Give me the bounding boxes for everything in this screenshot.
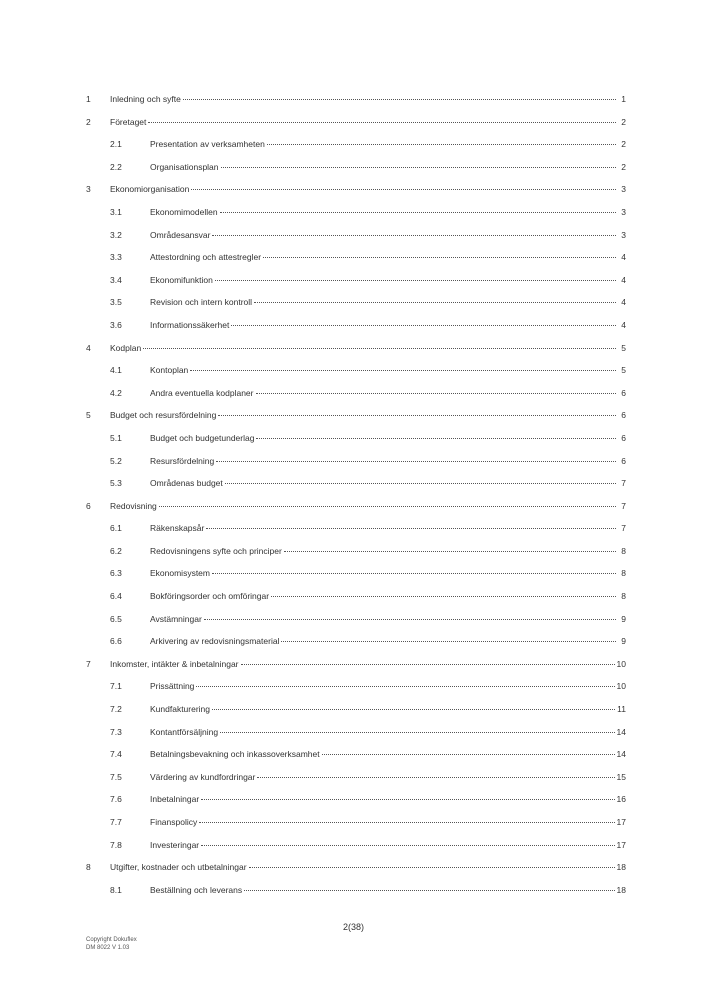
toc-dot-leader <box>196 686 614 687</box>
toc-dot-leader <box>206 528 616 529</box>
toc-entry-page: 14 <box>616 749 626 760</box>
toc-entry[interactable] <box>86 856 626 879</box>
toc-dot-leader <box>159 506 616 507</box>
toc-entry-page: 2 <box>621 139 626 150</box>
toc-entry[interactable] <box>86 653 626 676</box>
toc-entry-number: 6.5 <box>110 613 122 624</box>
toc-dot-leader <box>220 732 614 733</box>
toc-entry[interactable] <box>86 404 626 427</box>
toc-entry-page: 7 <box>621 523 626 534</box>
toc-entry[interactable] <box>86 314 626 337</box>
toc-dot-leader <box>143 348 616 349</box>
toc-dot-leader <box>216 461 616 462</box>
toc-entry-title: Ekonomisystem <box>150 568 210 579</box>
toc-entry[interactable] <box>86 675 626 698</box>
toc-dot-leader <box>218 415 616 416</box>
toc-entry-page: 6 <box>621 455 626 466</box>
toc-entry-title: Betalningsbevakning och inkassoverksamhet <box>150 749 320 760</box>
toc-entry-title: Ekonomifunktion <box>150 274 213 285</box>
toc-entry-number: 7 <box>86 658 91 669</box>
toc-entry[interactable] <box>86 337 626 360</box>
toc-entry-page: 8 <box>621 568 626 579</box>
toc-entry[interactable] <box>86 450 626 473</box>
toc-entry-title: Revision och intern kontroll <box>150 297 253 308</box>
toc-entry-page: 18 <box>616 862 626 873</box>
toc-entry-number: 7.2 <box>110 704 122 715</box>
toc-entry[interactable] <box>86 156 626 179</box>
toc-entry-page: 3 <box>621 184 626 195</box>
toc-entry-title: Budget och resursfördelning <box>110 410 217 421</box>
toc-entry-page: 18 <box>616 884 626 895</box>
toc-entry-number: 7.8 <box>110 839 122 850</box>
toc-entry-page: 14 <box>616 726 626 737</box>
toc-entry-number: 6.4 <box>110 591 122 602</box>
toc-entry[interactable] <box>86 269 626 292</box>
toc-entry-page: 17 <box>616 839 626 850</box>
toc-entry-title: Räkenskapsår <box>150 523 205 534</box>
toc-entry-page: 8 <box>621 591 626 602</box>
toc-entry-title: Värdering av kundfordringar <box>150 771 256 782</box>
toc-dot-leader <box>267 144 616 145</box>
toc-entry-number: 7.7 <box>110 817 122 827</box>
toc-entry-page: 9 <box>621 613 626 624</box>
toc-entry-title: Resursfördelning <box>150 455 215 466</box>
toc-entry-title: Ekonomimodellen <box>150 206 218 217</box>
toc-entry[interactable] <box>86 811 626 834</box>
toc-entry-number: 5.2 <box>110 455 122 466</box>
toc-entry[interactable] <box>86 472 626 495</box>
toc-entry-title: Arkivering av redovisningsmaterial <box>150 636 280 647</box>
toc-entry-title: Ekonomiorganisation <box>110 184 190 195</box>
toc-entry-title: Informationssäkerhet <box>150 319 230 330</box>
toc-entry-title: Företaget <box>110 116 147 127</box>
table-of-contents <box>86 88 626 901</box>
toc-entry[interactable] <box>86 224 626 247</box>
toc-dot-leader <box>257 777 614 778</box>
toc-entry-page: 6 <box>621 387 626 398</box>
toc-dot-leader <box>271 596 616 597</box>
toc-entry-title: Redovisningens syfte och principer <box>150 545 282 556</box>
toc-entry-title: Inbetalningar <box>150 794 200 805</box>
toc-entry-title: Presentation av verksamheten <box>150 139 265 150</box>
footer-copyright: Copyright Dokuflex <box>86 937 137 943</box>
toc-entry-page: 11 <box>617 704 626 715</box>
toc-entry-page: 17 <box>616 817 626 827</box>
toc-entry-page: 7 <box>621 478 626 489</box>
toc-entry-number: 7.6 <box>110 794 122 805</box>
toc-dot-leader <box>256 393 617 394</box>
toc-entry-number: 3.5 <box>110 297 122 308</box>
toc-entry-title: Utgifter, kostnader och utbetalningar <box>110 862 247 873</box>
toc-entry-title: Organisationsplan <box>150 161 219 172</box>
toc-entry-number: 2.1 <box>110 139 122 150</box>
toc-dot-leader <box>254 302 616 303</box>
toc-dot-leader <box>215 280 616 281</box>
toc-dot-leader <box>212 709 615 710</box>
toc-entry-number: 4 <box>86 342 91 353</box>
toc-entry-number: 8.1 <box>110 884 122 895</box>
toc-entry[interactable] <box>86 88 626 111</box>
toc-dot-leader <box>221 167 616 168</box>
toc-entry[interactable] <box>86 630 626 653</box>
toc-entry-page: 8 <box>621 545 626 556</box>
toc-entry-number: 7.5 <box>110 771 122 782</box>
toc-entry-number: 3.2 <box>110 229 122 240</box>
toc-entry-title: Redovisning <box>110 500 157 511</box>
toc-entry-number: 3.4 <box>110 274 122 285</box>
toc-entry[interactable] <box>86 540 626 563</box>
toc-dot-leader <box>199 822 614 823</box>
toc-entry-number: 6.2 <box>110 545 122 556</box>
toc-entry-number: 6 <box>86 500 91 511</box>
toc-entry-title: Avstämningar <box>150 613 202 624</box>
toc-entry-number: 7.4 <box>110 749 122 760</box>
toc-entry-title: Inkomster, intäkter & inbetalningar <box>110 658 239 669</box>
toc-entry[interactable] <box>86 427 626 450</box>
toc-entry[interactable] <box>86 743 626 766</box>
toc-entry-number: 2.2 <box>110 161 122 172</box>
toc-entry-title: Kundfakturering <box>150 704 211 715</box>
toc-entry-title: Investeringar <box>150 839 200 850</box>
toc-entry[interactable] <box>86 246 626 269</box>
toc-dot-leader <box>322 754 615 755</box>
toc-entry-title: Andra eventuella kodplaner <box>150 387 254 398</box>
toc-entry-title: Beställning och leverans <box>150 884 243 895</box>
toc-entry-title: Bokföringsorder och omföringar <box>150 591 270 602</box>
toc-dot-leader <box>225 483 616 484</box>
toc-entry-page: 7 <box>621 500 626 511</box>
toc-entry-number: 4.2 <box>110 387 122 398</box>
toc-entry-number: 5 <box>86 410 91 421</box>
toc-dot-leader <box>212 235 616 236</box>
toc-dot-leader <box>249 867 615 868</box>
page-number: 2(38) <box>342 922 364 932</box>
toc-dot-leader <box>201 799 614 800</box>
toc-entry[interactable] <box>86 698 626 721</box>
toc-entry[interactable] <box>86 111 626 134</box>
toc-entry-page: 2 <box>621 116 626 127</box>
toc-entry[interactable] <box>86 178 626 201</box>
toc-entry-number: 1 <box>86 94 91 104</box>
toc-entry-number: 7.3 <box>110 726 122 737</box>
toc-dot-leader <box>212 573 616 574</box>
toc-entry-number: 5.1 <box>110 432 122 443</box>
toc-dot-leader <box>204 619 616 620</box>
toc-entry-number: 3 <box>86 184 91 195</box>
toc-entry-page: 10 <box>616 658 626 669</box>
toc-entry[interactable] <box>86 291 626 314</box>
toc-entry[interactable] <box>86 834 626 857</box>
toc-entry-number: 7.1 <box>110 681 122 692</box>
toc-entry[interactable] <box>86 879 626 902</box>
footer <box>86 937 137 952</box>
toc-entry[interactable] <box>86 766 626 789</box>
toc-entry-title: Inledning och syfte <box>110 94 181 104</box>
toc-entry-title: Kodplan <box>110 342 142 353</box>
toc-entry-page: 16 <box>616 794 626 805</box>
toc-entry-title: Områdenas budget <box>150 478 223 489</box>
toc-entry-title: Budget och budgetunderlag <box>150 432 255 443</box>
footer-document-id: DM 8022 V 1.03 <box>86 944 130 951</box>
toc-entry-page: 3 <box>621 229 626 240</box>
toc-entry[interactable] <box>86 562 626 585</box>
toc-entry-page: 1 <box>621 94 626 104</box>
toc-entry-title: Prissättning <box>150 681 195 692</box>
toc-entry-page: 6 <box>621 410 626 421</box>
toc-entry-number: 6.6 <box>110 636 122 647</box>
toc-dot-leader <box>201 845 614 846</box>
toc-entry[interactable] <box>86 359 626 382</box>
toc-entry-page: 4 <box>621 319 626 330</box>
toc-dot-leader <box>244 890 614 891</box>
toc-entry-number: 2 <box>86 116 91 127</box>
toc-entry-page: 6 <box>621 432 626 443</box>
toc-dot-leader <box>220 212 616 213</box>
toc-dot-leader <box>241 664 615 665</box>
toc-entry-title: Kontoplan <box>150 365 189 376</box>
toc-entry[interactable] <box>86 721 626 744</box>
toc-dot-leader <box>281 641 616 642</box>
toc-entry[interactable] <box>86 517 626 540</box>
toc-entry-page: 4 <box>621 297 626 308</box>
toc-entry-title: Attestordning och attestregler <box>150 252 262 263</box>
toc-entry-page: 4 <box>621 252 626 263</box>
toc-entry[interactable] <box>86 608 626 631</box>
toc-entry-number: 3.6 <box>110 319 122 330</box>
toc-entry-title: Finanspolicy <box>150 817 198 827</box>
toc-dot-leader <box>231 325 616 326</box>
toc-entry[interactable] <box>86 585 626 608</box>
toc-entry-title: Områdesansvar <box>150 229 211 240</box>
toc-entry[interactable] <box>86 382 626 405</box>
toc-entry[interactable] <box>86 495 626 518</box>
toc-entry[interactable] <box>86 788 626 811</box>
toc-entry-page: 10 <box>616 681 626 692</box>
toc-entry-title: Kontantförsäljning <box>150 726 219 737</box>
toc-dot-leader <box>284 551 616 552</box>
toc-entry-page: 5 <box>621 365 626 376</box>
toc-entry-number: 6.3 <box>110 568 122 579</box>
toc-entry-number: 3.3 <box>110 252 122 263</box>
toc-entry[interactable] <box>86 201 626 224</box>
toc-dot-leader <box>148 122 616 123</box>
toc-dot-leader <box>263 257 616 258</box>
toc-entry-page: 2 <box>621 161 626 172</box>
toc-entry-number: 3.1 <box>110 206 122 217</box>
toc-dot-leader <box>191 189 616 190</box>
toc-dot-leader <box>183 99 616 100</box>
toc-entry-page: 15 <box>616 771 626 782</box>
toc-entry-number: 5.3 <box>110 478 122 489</box>
toc-entry-number: 6.1 <box>110 523 122 534</box>
toc-entry-page: 5 <box>621 342 626 353</box>
toc-entry-page: 9 <box>621 636 626 647</box>
toc-entry-number: 4.1 <box>110 365 122 376</box>
toc-entry-page: 4 <box>621 274 626 285</box>
toc-entry[interactable] <box>86 133 626 156</box>
toc-entry-number: 8 <box>86 862 91 873</box>
toc-dot-leader <box>256 438 616 439</box>
toc-entry-page: 3 <box>621 206 626 217</box>
toc-dot-leader <box>190 370 616 371</box>
